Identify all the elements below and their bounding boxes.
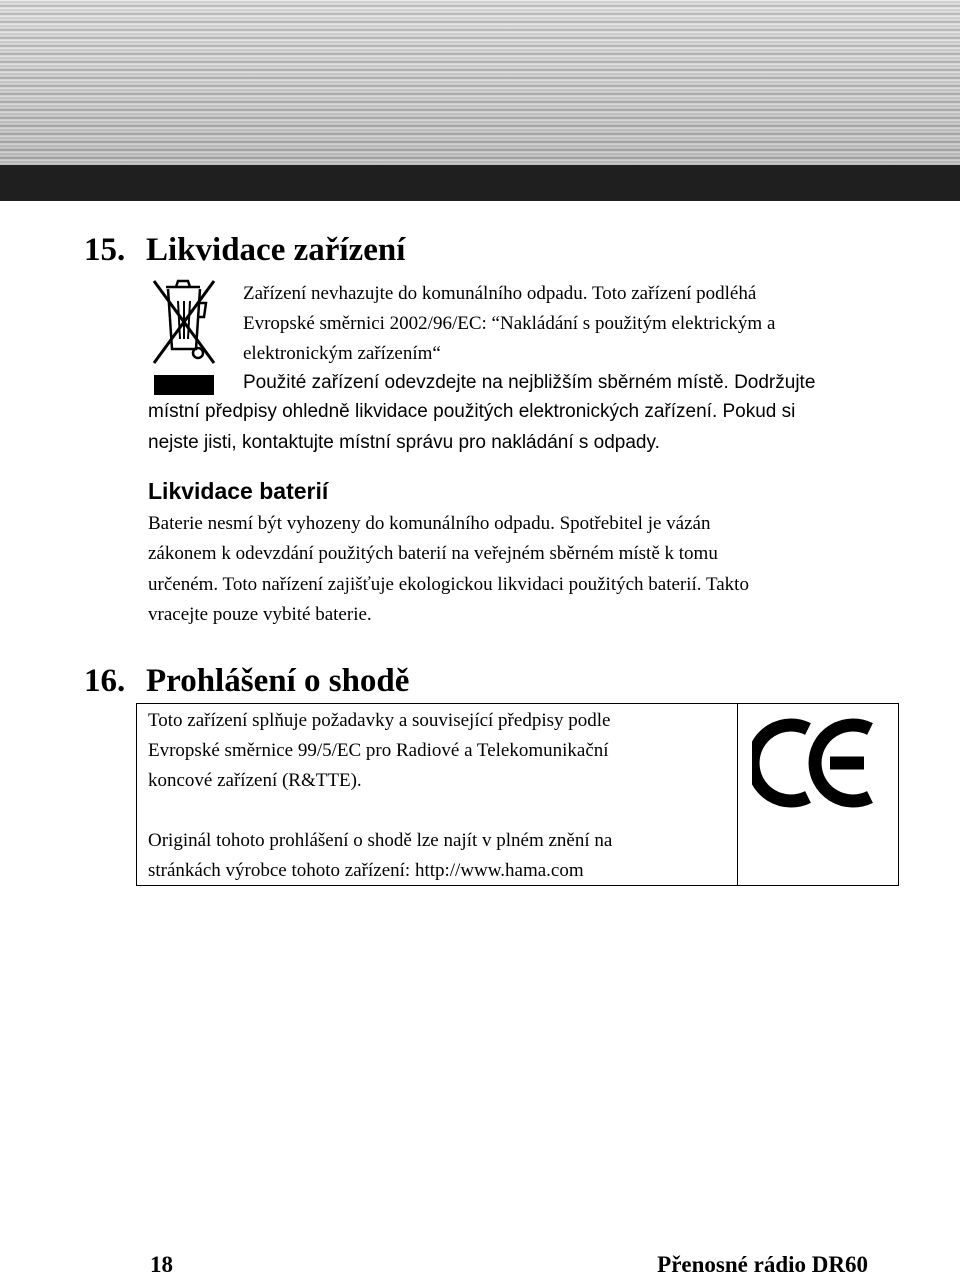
text-line: místní předpisy ohledně likvidace použitých elektronických zařízení. Pokud si xyxy=(148,401,796,422)
header-band xyxy=(0,165,960,201)
page-number: 18 xyxy=(150,1252,173,1277)
section-15-heading xyxy=(84,232,405,269)
batteries-heading: Likvidace baterií xyxy=(148,478,329,504)
text-line: Toto zařízení splňuje požadavky a související předpisy podle xyxy=(148,710,611,731)
footer-title: Přenosné rádio DR60 xyxy=(657,1252,868,1277)
text-line: elektronickým zařízením“ xyxy=(243,343,441,364)
ce-mark-icon xyxy=(752,717,878,809)
text-line: Evropské směrnici 2002/96/EC: “Nakládání s použitým elektrickým a xyxy=(243,313,776,334)
section-title: Likvidace zařízení xyxy=(146,232,406,268)
text-line: stránkách výrobce tohoto zařízení: http://www.hama.com xyxy=(148,860,584,881)
text-line: koncové zařízení (R&TTE). xyxy=(148,770,362,791)
section-number: 15. xyxy=(84,232,126,268)
header-banner xyxy=(0,0,960,165)
text-line: Zařízení nevhazujte do komunálního odpadu. Toto zařízení podléhá xyxy=(243,283,757,304)
crossed-out-wheelie-bin-icon xyxy=(150,277,218,397)
section-16-heading xyxy=(84,663,409,700)
section-title: Prohlášení o shodě xyxy=(146,663,410,699)
text-line: Evropské směrnice 99/5/EC pro Radiové a Telekomunikační xyxy=(148,740,609,761)
text-line: nejste jisti, kontaktujte místní správu pro nakládání s odpady. xyxy=(148,432,660,453)
text-line: Baterie nesmí být vyhozeny do komunálního odpadu. Spotřebitel je vázán xyxy=(148,513,711,534)
text-line: Použité zařízení odevzdejte na nejbližším sběrném místě. Dodržujte xyxy=(243,372,816,393)
text-line: zákonem k odevzdání použitých baterií na veřejném sběrném místě k tomu xyxy=(148,543,718,564)
section-number: 16. xyxy=(84,663,126,699)
declaration-divider xyxy=(737,703,738,886)
text-line: vracejte pouze vybité baterie. xyxy=(148,604,372,625)
text-line: určeném. Toto nařízení zajišťuje ekologickou likvidaci použitých baterií. Takto xyxy=(148,574,749,595)
text-line: Originál tohoto prohlášení o shodě lze najít v plném znění na xyxy=(148,830,613,851)
